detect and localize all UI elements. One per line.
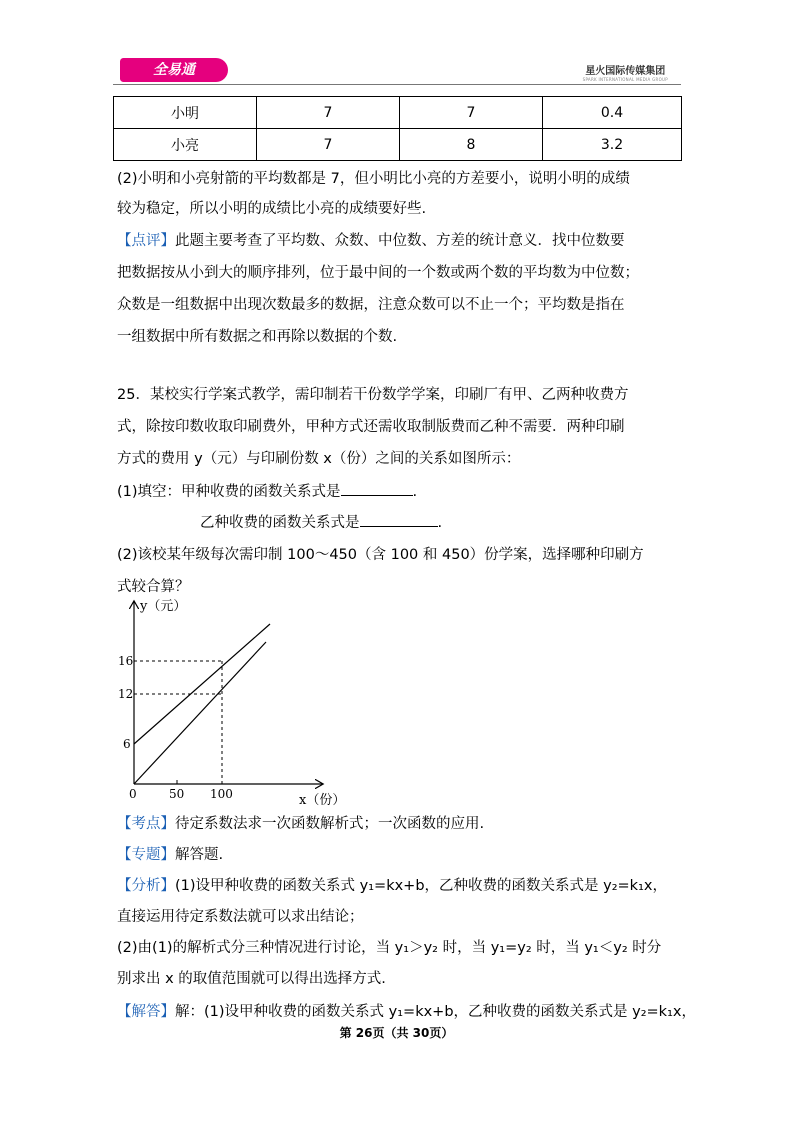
table-cell: 8 [400,129,543,161]
answer-blank [360,512,438,527]
table-cell: 7 [400,97,543,129]
table-cell: 小明 [114,97,257,129]
line-jia [134,624,270,744]
y-tick-label: 6 [123,737,131,751]
fill-prompt: 乙种收费的函数关系式是 [200,515,360,531]
line-yi [134,642,266,784]
x-axis-label: x（份） [299,793,346,808]
table-cell: 0.4 [543,97,682,129]
fill-prompt: (1)填空：甲种收费的函数关系式是 [117,484,341,500]
comment-line: 一组数据中所有数据之和再除以数据的个数. [117,329,398,345]
score-table [113,96,682,161]
jieda-tag: 【解答】 [117,1004,175,1020]
comment-line: 众数是一组数据中出现次数最多的数据，注意众数可以不止一个；平均数是指在 [117,297,625,313]
question-line: (2)该校某年级每次需印制 100～450（含 100 和 450）份学案，选择哪种印刷方 [117,547,644,563]
x-tick-label: 100 [210,787,233,801]
answer-blank [341,481,413,496]
x-tick-label: 0 [129,787,137,801]
table-cell: 7 [257,97,400,129]
comment-tag: 【点评】 [117,233,175,249]
question-line [200,512,442,533]
y-tick-label: 16 [118,654,134,668]
page-number: 第 26页（共 30页） [339,1026,454,1040]
publisher-name-en: SPARK INTERNATIONAL MEDIA GROUP [582,77,668,82]
fenxi-text: (1)设甲种收费的函数关系式 y₁=kx+b，乙种收费的函数关系式是 y₂=k₁x， [175,878,667,894]
table-cell: 小亮 [114,129,257,161]
comment-line: 把数据按从小到大的顺序排列，位于最中间的一个数或两个数的平均数为中位数； [117,265,639,281]
question-line: 式较合算？ [117,579,190,595]
fenxi-line: (2)由(1)的解析式分三种情况进行讨论，当 y₁＞y₂ 时，当 y₁=y₂ 时，当 y₁＜y₂ 时分 [117,940,662,956]
table-cell: 7 [257,129,400,161]
comment-line [117,231,625,251]
question-line: 25．某校实行学案式教学，需印制若干份数学学案，印刷厂有甲、乙两种收费方 [117,387,629,403]
jieda-text: 解：(1)设甲种收费的函数关系式 y₁=kx+b，乙种收费的函数关系式是 y₂=k₁x， [175,1004,696,1020]
y-axis-label: y（元） [140,599,187,614]
comment-text: 此题主要考查了平均数、众数、中位数、方差的统计意义．找中位数要 [175,233,625,249]
table-cell: 3.2 [543,129,682,161]
publisher-name-cn: 星火国际传媒集团 [585,66,666,77]
publisher-brand [583,62,668,82]
fenxi-line [117,876,667,896]
zhuanti-text: 解答题. [175,847,224,863]
x-tick-label: 50 [169,787,185,801]
fenxi-line: 直接运用待定系数法就可以求出结论； [117,909,364,925]
answer-line: 较为稳定，所以小明的成绩比小亮的成绩要好些. [117,201,427,217]
question-line: 式，除按印数收取印刷费外，甲种方式还需收取制版费而乙种不需要．两种印刷 [117,419,625,435]
kaodian-text: 待定系数法求一次函数解析式；一次函数的应用. [175,816,485,832]
question-line: 方式的费用 y（元）与印刷份数 x（份）之间的关系如图所示： [117,451,521,467]
question-line [117,481,417,502]
kaodian-line [117,814,484,834]
y-tick-label: 12 [118,687,134,701]
fenxi-line: 别求出 x 的取值范围就可以得出选择方式. [117,971,386,987]
zhuanti-line [117,845,223,865]
fenxi-tag: 【分析】 [117,878,175,894]
jieda-line [117,1002,696,1022]
answer-line: (2)小明和小亮射箭的平均数都是 7，但小明比小亮的方差要小，说明小明的成绩 [117,171,630,187]
period: . [437,515,443,531]
period: . [412,484,418,500]
table-row [114,129,682,161]
brand-logo: 全易通 [120,58,228,82]
kaodian-tag: 【考点】 [117,816,175,832]
cost-graph [110,596,360,812]
header-divider [113,84,681,85]
zhuanti-tag: 【专题】 [117,847,175,863]
table-row [114,97,682,129]
